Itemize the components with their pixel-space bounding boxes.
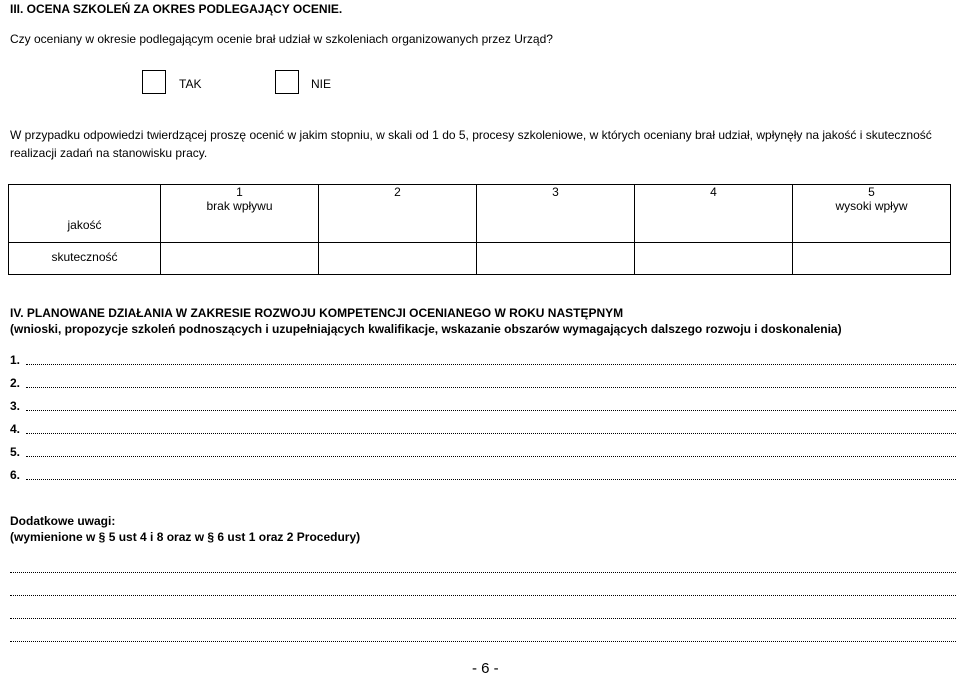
row-label-jakosc: jakość xyxy=(9,185,161,243)
plan-item-line[interactable] xyxy=(26,479,956,480)
plan-item-number: 4. xyxy=(10,422,21,436)
plan-item-line[interactable] xyxy=(26,410,956,411)
plan-item-number: 5. xyxy=(10,445,21,459)
plan-item-line[interactable] xyxy=(26,364,956,365)
cell-skutecznosc-3[interactable] xyxy=(477,243,635,275)
remarks-line[interactable] xyxy=(10,595,956,596)
plan-item-line[interactable] xyxy=(26,456,956,457)
plan-item-number: 2. xyxy=(10,376,21,390)
remarks-title: Dodatkowe uwagi: xyxy=(10,514,116,528)
remarks-line[interactable] xyxy=(10,618,956,619)
col4-number: 4 xyxy=(710,185,717,199)
col4-header[interactable] xyxy=(635,185,793,243)
col2-number: 2 xyxy=(394,185,401,199)
rating-instruction: W przypadku odpowiedzi twierdzącej proszę ocenić w jakim stopniu, w skali od 1 do 5, procesy szkoleniowe, w których oceniany brał udział, wpłynęły na jakość i skuteczność realizacji zadań na stanowisku pracy. xyxy=(10,128,932,160)
col1-description: brak wpływu xyxy=(206,199,273,213)
cell-skutecznosc-1[interactable] xyxy=(161,243,319,275)
plan-item-number: 3. xyxy=(10,399,21,413)
checkbox-nie[interactable] xyxy=(275,70,299,94)
plan-item-number: 6. xyxy=(10,468,21,482)
checkbox-tak[interactable] xyxy=(142,70,166,94)
col5-number: 5 xyxy=(868,185,875,199)
section4-subheading: (wnioski, propozycje szkoleń podnoszących i uzupełniających kwalifikacje, wskazanie obszarów wymagających dalszego rozwoju i doskonalenia) xyxy=(10,322,842,336)
col2-header[interactable] xyxy=(319,185,477,243)
col5-header[interactable] xyxy=(793,185,951,243)
label-nie: NIE xyxy=(311,77,332,91)
rating-table xyxy=(8,184,951,275)
plan-item-line[interactable] xyxy=(26,433,956,434)
remarks-line[interactable] xyxy=(10,641,956,642)
plan-item-number: 1. xyxy=(10,353,21,367)
plan-item-line[interactable] xyxy=(26,387,956,388)
cell-skutecznosc-4[interactable] xyxy=(635,243,793,275)
section3-heading: III. OCENA SZKOLEŃ ZA OKRES PODLEGAJĄCY OCENIE. xyxy=(10,2,343,16)
cell-skutecznosc-2[interactable] xyxy=(319,243,477,275)
remarks-line[interactable] xyxy=(10,572,956,573)
remarks-subtitle: (wymienione w § 5 ust 4 i 8 oraz w § 6 ust 1 oraz 2 Procedury) xyxy=(10,530,361,544)
col1-header[interactable] xyxy=(161,185,319,243)
row-label-skutecznosc: skuteczność xyxy=(9,243,161,275)
col1-number: 1 xyxy=(236,185,243,199)
label-tak: TAK xyxy=(179,77,202,91)
page-number: - 6 - xyxy=(472,660,499,677)
col3-number: 3 xyxy=(552,185,559,199)
col3-header[interactable] xyxy=(477,185,635,243)
col5-description: wysoki wpływ xyxy=(835,199,908,213)
cell-skutecznosc-5[interactable] xyxy=(793,243,951,275)
training-question: Czy oceniany w okresie podlegającym ocenie brał udział w szkoleniach organizowanych przez Urząd? xyxy=(10,32,553,46)
section4-heading: IV. PLANOWANE DZIAŁANIA W ZAKRESIE ROZWOJU KOMPETENCJI OCENIANEGO W ROKU NASTĘPNYM xyxy=(10,306,624,320)
